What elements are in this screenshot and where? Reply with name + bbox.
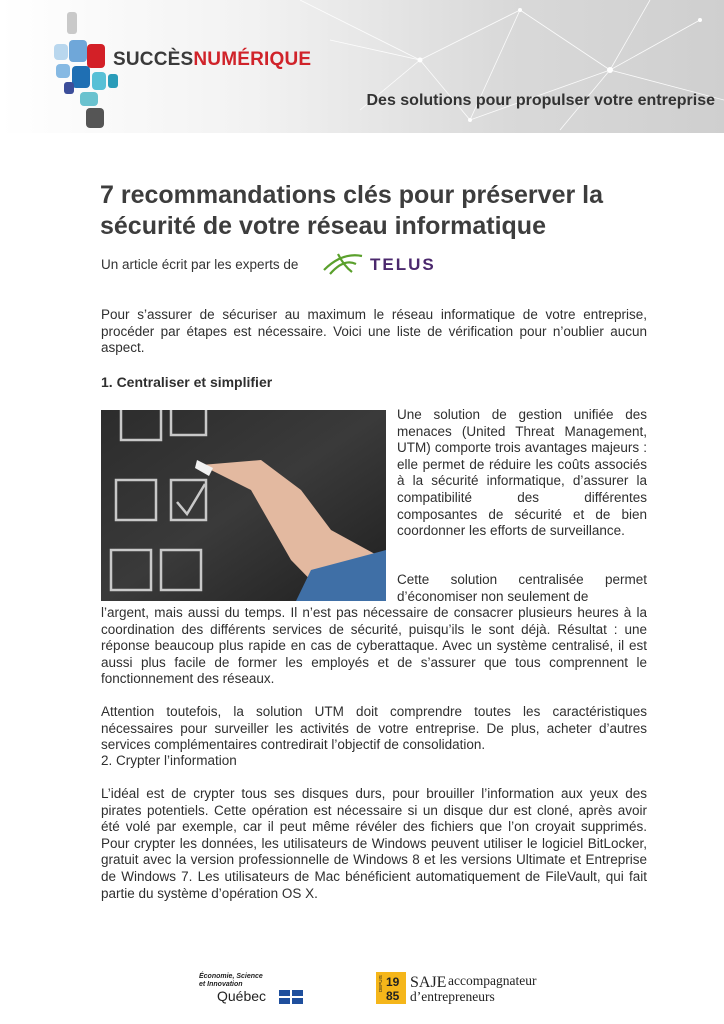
byline: Un article écrit par les experts de bbox=[101, 257, 299, 272]
article-title: 7 recommandations clés pour préserver la sécurité de votre réseau informatique bbox=[100, 181, 603, 240]
saje-tagline-line-2: d’entrepreneurs bbox=[410, 989, 495, 1004]
quebec-ministry-line-1: Économie, Science bbox=[199, 973, 263, 980]
saje-year-part-1: 19 bbox=[386, 975, 400, 989]
section-2-heading: 2. Crypter l’information bbox=[101, 753, 237, 768]
saje-year-part-2: 85 bbox=[386, 989, 400, 1003]
page-header bbox=[0, 0, 724, 133]
saje-tagline-line-1: accompagnateur bbox=[448, 973, 537, 988]
quebec-ministry-line-2: et Innovation bbox=[199, 981, 243, 988]
telus-wordmark: TELUS bbox=[370, 255, 436, 274]
quebec-wordmark: Québec bbox=[217, 988, 267, 1004]
section-1-heading: 1. Centraliser et simplifier bbox=[101, 374, 273, 390]
saje-wordmark: SAJE bbox=[410, 974, 447, 991]
chalkboard-checkbox-photo bbox=[101, 410, 386, 601]
brand-name: SUCCÈSNUMÉRIQUE bbox=[113, 49, 312, 70]
section-1-paragraph-2-start: Cette solution centralisée permet d’économiser non seulement de bbox=[397, 572, 647, 604]
section-1-paragraph-1: Une solution de gestion unifiée des menaces (United Threat Management, UTM) comporte trois avantages majeurs : elle permet de réduire les coûts associés à la sécurité informatique, d’assurer la compatibilité des différentes composantes de sécurité et de bien coordonner les efforts de surveillance. bbox=[397, 407, 647, 539]
quebec-flag-icon bbox=[279, 990, 303, 1004]
section-1-paragraph-3: Attention toutefois, la solution UTM doit comprendre toutes les caractéristiques nécessaires pour surveiller les activités de votre entreprise. De plus, acheter d’autres services complémentaires contredirait l’objectif de consolidation. bbox=[101, 704, 647, 753]
intro-paragraph: Pour s’assurer de sécuriser au maximum le réseau informatique de votre entreprise, procéder par étapes est nécessaire. Voici une liste de vérification pour n’oublier aucun aspect. bbox=[101, 307, 647, 356]
header-tagline: Des solutions pour propulser votre entreprise bbox=[366, 92, 715, 109]
section-2-paragraph-1: L’idéal est de crypter tous ses disques durs, pour brouiller l’information aux yeux des pirates potentiels. Cette opération est nécessaire si un disque dur est cloné, après avoir été volé par exemple, car il peut même révéler des fichiers que l’on croyait supprimés. Pour crypter les données, les utilisateurs de Windows peuvent utiliser le logiciel BitLocker, gratuit avec la version professionnelle de Windows 8 et les versions Ultimate et Entreprise de Windows 7. Les utilisateurs de Mac bénéficient automatiquement de FileVault, qui fait partie du système d’opération OS X. bbox=[101, 786, 647, 901]
telus-leaf-icon bbox=[324, 254, 362, 274]
quebec-government-logo bbox=[199, 970, 309, 1006]
section-1-paragraph-2-rest: l’argent, mais aussi du temps. Il n’est pas nécessaire de consacrer plusieurs heures à la coordination des différents services de sécurité, puisqu’ils le sont déjà. Résultat : une réponse beaucoup plus rapide en cas de cyberattaque. Avec un système centralisé, il est aussi plus facile de former les employés et de s’assurer que tous comprennent le fonctionnement des réseaux. bbox=[101, 605, 647, 687]
saje-logo bbox=[376, 970, 566, 1006]
telus-logo bbox=[322, 248, 452, 278]
saje-depuis: DEPUIS bbox=[378, 975, 383, 992]
